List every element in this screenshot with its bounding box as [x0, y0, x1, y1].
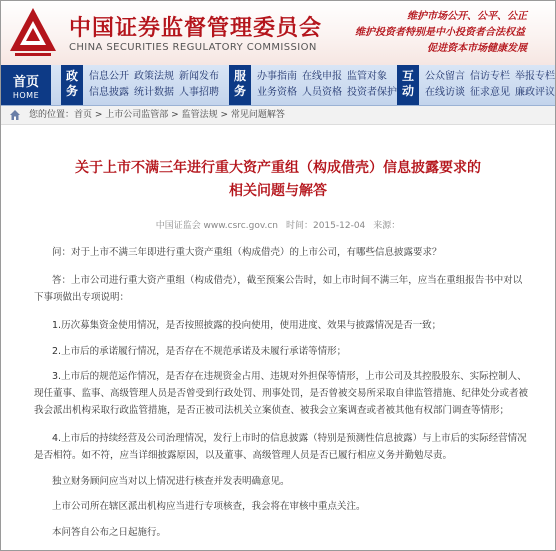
nav-link-report[interactable]: 举报专栏	[515, 71, 555, 82]
slogan-2: 维护投资者特别是中小投资者合法权益	[355, 27, 525, 38]
home-icon[interactable]	[9, 109, 21, 121]
csrc-logo-icon[interactable]	[7, 5, 59, 59]
nav-section-char: 动	[401, 84, 414, 98]
article-title-line-1: 关于上市不满三年进行重大资产重组（构成借壳）信息披露要求的	[75, 160, 481, 176]
article-origin: 来源：	[373, 221, 401, 231]
nav-row	[257, 85, 402, 101]
nav-section-label-service	[229, 65, 251, 105]
nav-row	[89, 85, 224, 101]
article-paragraph: 我会派出机构采取行政监管措施，是否正被司法机关立案侦查、被我会立案调查或者被其他有权部门调查等情形；	[34, 405, 510, 416]
site-title-en: CHINA SECURITIES REGULATORY COMMISSION	[69, 42, 317, 53]
nav-section-char: 务	[233, 84, 246, 98]
nav-link-guide[interactable]: 办事指南	[257, 71, 297, 82]
article-paragraph: 问：对于上市不满三年即进行重大资产重组（构成借壳）的上市公司，有哪些信息披露要求？	[52, 247, 442, 258]
nav-link-statistics[interactable]: 统计数据	[134, 87, 174, 98]
nav-link-petition[interactable]: 信访专栏	[470, 71, 510, 82]
article-title-line-2: 相关问题与解答	[229, 183, 327, 199]
nav-links-gov	[89, 69, 224, 101]
home-label-cn: 首页	[12, 75, 39, 90]
breadcrumb-sep: >	[168, 110, 182, 120]
nav-section-char: 互	[401, 69, 414, 83]
article-paragraph: 4.上市后的持续经营及公司治理情况，发行上市时的信息披露（特别是预测性信息披露）与上市后的实际经营情况	[52, 433, 527, 444]
nav-links-interaction	[425, 69, 556, 101]
nav-link-business-qualification[interactable]: 业务资格	[257, 87, 297, 98]
nav-link-online-filing[interactable]: 在线申报	[302, 71, 342, 82]
breadcrumb-home[interactable]: 首页	[74, 110, 93, 120]
nav-link-disclosure[interactable]: 信息披露	[89, 87, 129, 98]
breadcrumb	[1, 106, 555, 125]
site-title-cn: 中国证券监督管理委员会	[69, 16, 323, 41]
slogan-1: 维护市场公开、公平、公正	[407, 11, 527, 22]
main-nav	[1, 65, 555, 106]
article-paragraph: 1.历次募集资金使用情况，是否按照披露的投向使用，使用进度、效果与披露情况是否一致；	[52, 320, 442, 331]
home-label-en: HOME	[12, 91, 40, 100]
nav-link-interview[interactable]: 在线访谈	[425, 87, 465, 98]
article-paragraph: 本问答自公布之日起施行。	[52, 527, 167, 538]
site-header	[1, 1, 555, 65]
article-title	[0, 157, 556, 203]
article-paragraph: 是否相符。如不符，应当详细披露原因，以及董事、高级管理人员是否已履行相应义务并勤勉尽责。	[34, 450, 453, 461]
nav-links-service	[257, 69, 402, 101]
article-paragraph: 上市公司所在辖区派出机构应当进行专项核查，我会将在审核中重点关注。	[52, 501, 366, 512]
nav-row	[257, 69, 402, 85]
article-paragraph: 答：上市公司进行重大资产重组（构成借壳），截至预案公告时，如上市时间不满三年，应当在重组报告书中对以	[52, 275, 523, 286]
nav-link-regulated-entities[interactable]: 监管对象	[347, 71, 387, 82]
slogan-3: 促进资本市场健康发展	[427, 43, 527, 54]
breadcrumb-sep: >	[92, 110, 106, 120]
nav-section-char: 务	[65, 84, 78, 98]
nav-row	[425, 69, 556, 85]
article-time: 时间：2015-12-04	[285, 221, 366, 231]
nav-section-label-interaction	[397, 65, 419, 105]
breadcrumb-faq[interactable]: 常见问题解答	[230, 110, 285, 120]
nav-link-integrity-review[interactable]: 廉政评议	[515, 87, 555, 98]
nav-row	[89, 69, 224, 85]
home-button[interactable]	[1, 65, 51, 105]
nav-link-news[interactable]: 新闻发布	[179, 71, 219, 82]
breadcrumb-prefix: 您的位置：	[29, 110, 75, 120]
article-source: 中国证监会 www.csrc.gov.cn	[155, 221, 278, 231]
nav-link-consultation[interactable]: 征求意见	[470, 87, 510, 98]
nav-section-char: 服	[233, 69, 246, 83]
nav-link-investor-protection[interactable]: 投资者保护	[347, 87, 397, 98]
article-meta	[0, 218, 556, 231]
article-paragraph: 现任董事、监事、高级管理人员是否曾受到行政处罚、刑事处罚，是否曾被交易所采取自律监管措施、纪律处分或者被	[34, 388, 529, 399]
nav-section-label-gov	[61, 65, 83, 105]
nav-row	[425, 85, 556, 101]
nav-link-policy[interactable]: 政策法规	[134, 71, 174, 82]
nav-section-char: 政	[65, 69, 78, 83]
article-paragraph: 2.上市后的承诺履行情况，是否存在不规范承诺及未履行承诺等情形；	[52, 346, 347, 357]
header-slogans	[347, 9, 547, 57]
nav-link-info-public[interactable]: 信息公开	[89, 71, 129, 82]
nav-link-recruitment[interactable]: 人事招聘	[179, 87, 219, 98]
breadcrumb-dept[interactable]: 上市公司监管部	[105, 110, 169, 120]
article-paragraph: 下事项做出专项说明：	[34, 292, 130, 303]
nav-link-public-message[interactable]: 公众留言	[425, 71, 465, 82]
nav-link-personnel-qualification[interactable]: 人员资格	[302, 87, 342, 98]
breadcrumb-sep: >	[217, 110, 231, 120]
breadcrumb-regulations[interactable]: 监管法规	[181, 110, 218, 120]
article-paragraph: 独立财务顾问应当对以上情况进行核查并发表明确意见。	[52, 476, 290, 487]
article-paragraph: 3.上市后的规范运作情况，是否存在违规资金占用、违规对外担保等情形，上市公司及其控股股东、实际控制人、	[52, 371, 527, 382]
breadcrumb-trail	[29, 106, 285, 124]
